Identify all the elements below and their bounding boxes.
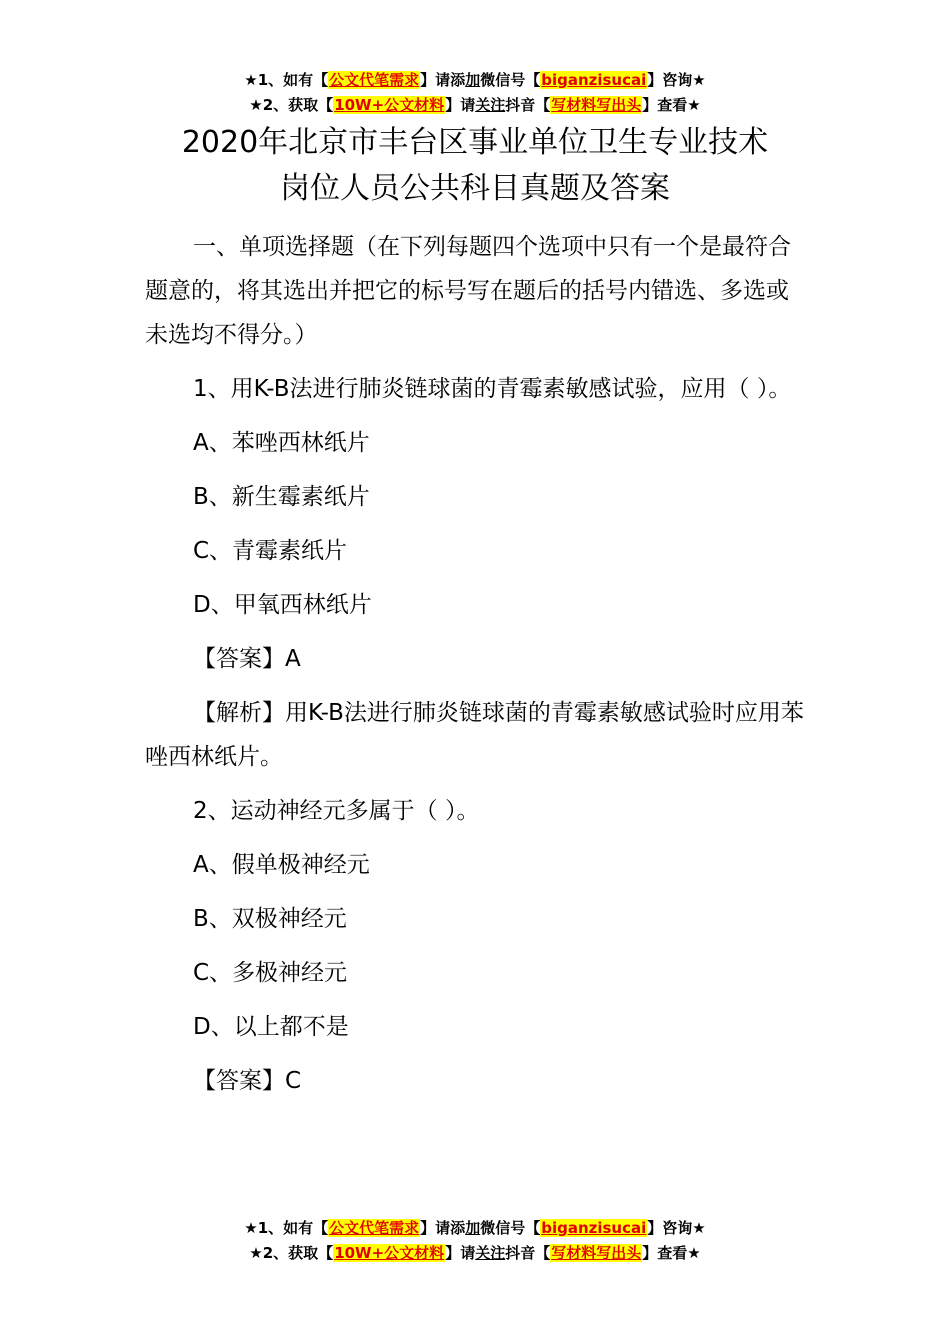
option-c: C、多极神经元 — [193, 960, 348, 986]
banner-text: 抖音【 — [505, 1244, 551, 1262]
banner-text: 】咨询★ — [647, 1219, 706, 1237]
banner-wechat-id: biganzisucai — [541, 1219, 647, 1237]
banner-underline: 加 — [465, 71, 481, 89]
banner-highlight: 公文代笔需求 — [329, 71, 420, 89]
option-b: B、新生霉素纸片 — [193, 484, 370, 510]
banner-text: 】咨询★ — [647, 71, 706, 89]
banner-highlight: 10W+公文材料 — [334, 96, 445, 114]
option-b: B、双极神经元 — [193, 906, 347, 932]
banner-text: ★1、如有【 — [244, 1219, 329, 1237]
page-title — [0, 120, 950, 212]
banner-text: ★2、获取【 — [249, 1244, 334, 1262]
answer: 【答案】C — [193, 1068, 302, 1094]
question-stem: 2、运动神经元多属于（ ）。 — [193, 798, 480, 824]
banner-highlight: 写材料写出头 — [551, 96, 642, 114]
question-stem: 1、用K-B法进行肺炎链球菌的青霉素敏感试验，应用（ ）。 — [193, 376, 792, 402]
banner-text: 】请添 — [420, 1219, 466, 1237]
document-body — [145, 225, 810, 1113]
analysis: 【解析】用K-B法进行肺炎链球菌的青霉素敏感试验时应用苯唑西林纸片。 — [145, 700, 804, 770]
banner-text: 微信号【 — [480, 71, 541, 89]
banner-underline: 关注 — [475, 1244, 506, 1262]
footer-banner — [0, 1216, 950, 1266]
title-line-1: 2020年北京市丰台区事业单位卫生专业技术 — [181, 125, 769, 160]
banner-text: 】请 — [445, 96, 476, 114]
banner-highlight: 公文代笔需求 — [329, 1219, 420, 1237]
banner-text: ★1、如有【 — [244, 71, 329, 89]
answer: 【答案】A — [193, 646, 301, 672]
option-d: D、以上都不是 — [193, 1014, 349, 1040]
banner-text: 抖音【 — [505, 96, 551, 114]
banner-highlight: 写材料写出头 — [551, 1244, 642, 1262]
title-line-2: 岗位人员公共科目真题及答案 — [280, 171, 670, 206]
banner-wechat-id: biganzisucai — [541, 71, 647, 89]
banner-line-2 — [0, 93, 950, 118]
banner-text: 微信号【 — [480, 1219, 541, 1237]
option-a: A、假单极神经元 — [193, 852, 370, 878]
option-d: D、甲氧西林纸片 — [193, 592, 372, 618]
banner-underline: 关注 — [475, 96, 506, 114]
banner-text: 】查看★ — [642, 1244, 701, 1262]
banner-highlight: 10W+公文材料 — [334, 1244, 445, 1262]
header-banner — [0, 68, 950, 118]
banner-text: 】请 — [445, 1244, 476, 1262]
banner-underline: 加 — [465, 1219, 481, 1237]
option-a: A、苯唑西林纸片 — [193, 430, 370, 456]
section-intro: 一、单项选择题（在下列每题四个选项中只有一个是最符合题意的，将其选出并把它的标号写在题后的括号内错选、多选或未选均不得分。） — [145, 234, 791, 348]
banner-line-1 — [0, 1216, 950, 1241]
banner-text: 】查看★ — [642, 96, 701, 114]
banner-line-2 — [0, 1241, 950, 1266]
banner-text: ★2、获取【 — [249, 96, 334, 114]
option-c: C、青霉素纸片 — [193, 538, 348, 564]
banner-text: 】请添 — [420, 71, 466, 89]
banner-line-1 — [0, 68, 950, 93]
